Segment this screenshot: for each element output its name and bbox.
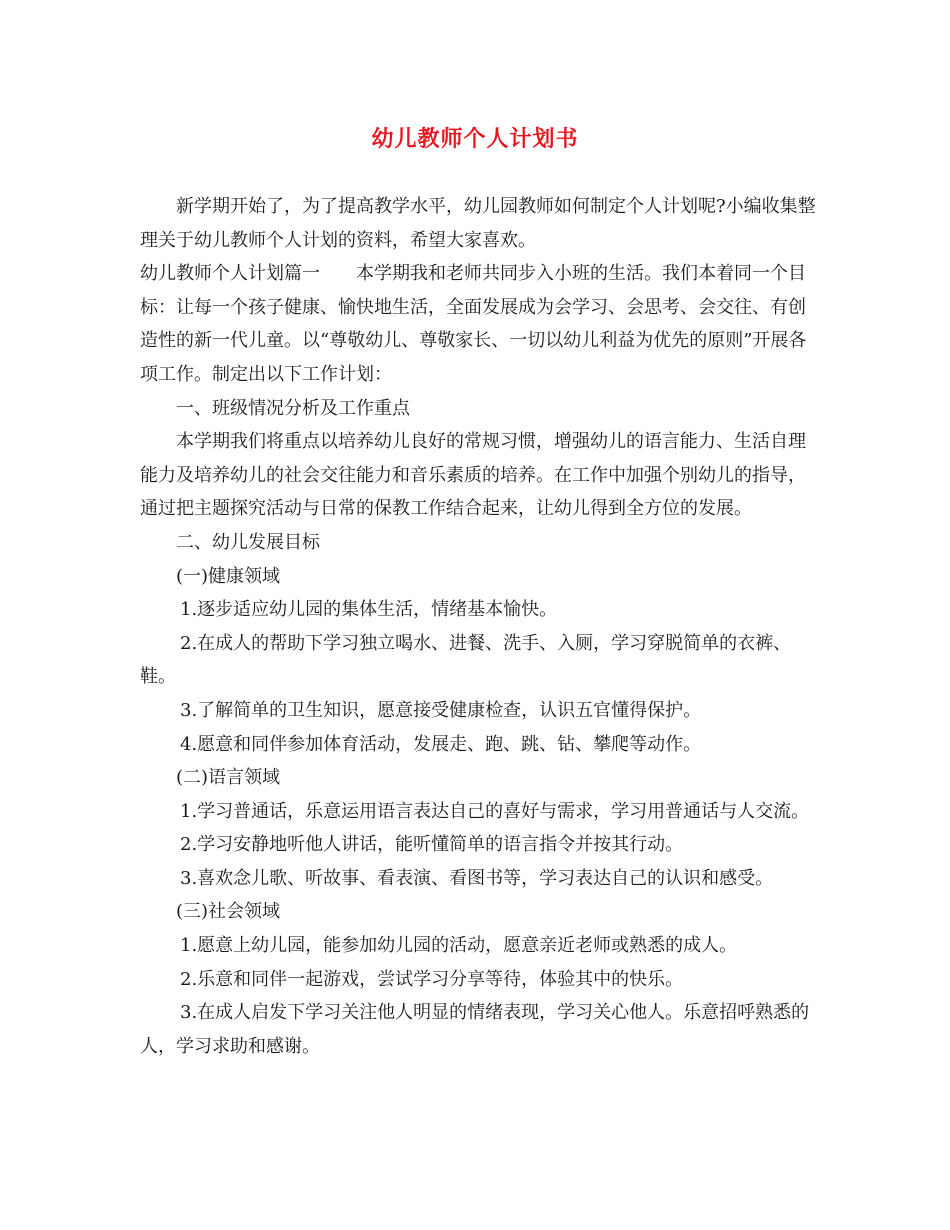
paragraph-intro: 新学期开始了，为了提高教学水平，幼儿园教师如何制定个人计划呢?小编收集整理关于幼儿教师个人计划的资料，希望大家喜欢。 — [140, 196, 816, 251]
list-item-social-1: 1.愿意上幼儿园，能参加幼儿园的活动，愿意亲近老师或熟悉的成人。 — [180, 935, 738, 957]
list-item-social-2: 2.乐意和同伴一起游戏，尝试学习分享等待，体验其中的快乐。 — [180, 968, 684, 990]
list-item-social-3: 3.在成人启发下学习关注他人明显的情绪表现，学习关心他人。乐意招呼熟悉的人，学习求助和感谢。 — [140, 1002, 810, 1057]
list-item-language-3: 3.喜欢念儿歌、听故事、看表演、看图书等，学习表达自己的认识和感受。 — [180, 867, 774, 889]
document-title: 幼儿教师个人计划书 — [371, 126, 579, 152]
list-item-health-4: 4.愿意和同伴参加体育活动，发展走、跑、跳、钻、攀爬等动作。 — [180, 733, 702, 755]
paragraph-plan-part-one: 幼儿教师个人计划篇一 本学期我和老师共同步入小班的生活。我们本着同一个目标：让每一个孩子健康、愉快地生活，全面发展成为会学习、会思考、会交往、有创造性的新一代儿童。以“尊敬幼儿、尊敬家长、一切以幼儿利益为优先的原则”开展各项工作。制定出以下工作计划： — [140, 263, 807, 385]
list-item-health-2: 2.在成人的帮助下学习独立喝水、进餐、洗手、入厕，学习穿脱简单的衣裤、鞋。 — [140, 632, 792, 688]
list-item-language-1: 1.学习普通话，乐意运用语言表达自己的喜好与需求，学习用普通话与人交流。 — [180, 800, 810, 822]
section-heading-development-goals: 二、幼儿发展目标 — [176, 531, 320, 553]
list-item-health-1: 1.逐步适应幼儿园的集体生活，情绪基本愉快。 — [180, 599, 558, 621]
subheading-social: (三)社会领域 — [176, 901, 281, 923]
paragraph-work-focus: 本学期我们将重点以培养幼儿良好的常规习惯，增强幼儿的语言能力、生活自理能力及培养幼儿的社会交往能力和音乐素质的培养。在工作中加强个别幼儿的指导，通过把主题探究活动与日常的保教工作结合起来，让幼儿得到全方位的发展。 — [140, 431, 806, 520]
subheading-health: (一)健康领域 — [176, 565, 281, 587]
section-heading-class-analysis: 一、班级情况分析及工作重点 — [176, 397, 410, 419]
subheading-language: (二)语言领域 — [176, 767, 281, 789]
list-item-language-2: 2.学习安静地听他人讲话，能听懂简单的语言指令并按其行动。 — [180, 834, 684, 856]
list-item-health-3: 3.了解简单的卫生知识，愿意接受健康检查，认识五官懂得保护。 — [180, 699, 702, 721]
document-body — [140, 190, 820, 1063]
